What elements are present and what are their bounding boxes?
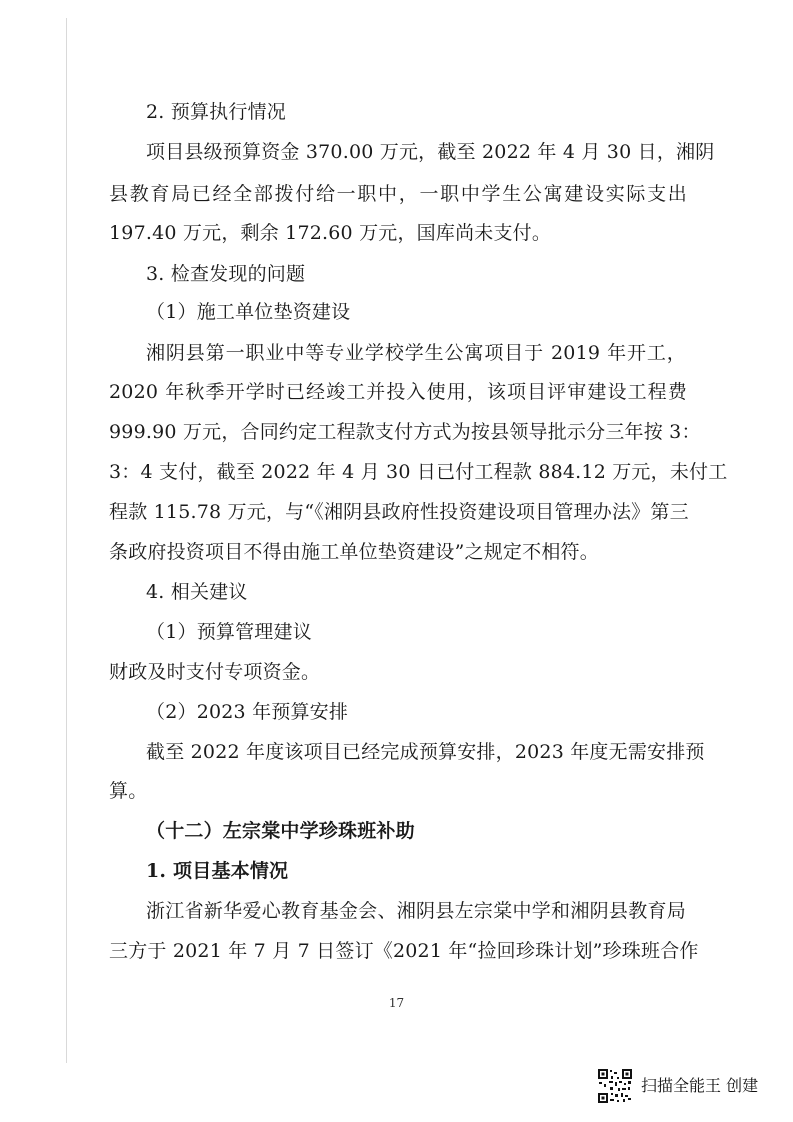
paragraph-line: 999.90 万元，合同约定工程款支付方式为按县领导批示分三年按 3： (109, 421, 701, 443)
paragraph-line: 截至 2022 年度该项目已经完成预算安排，2023 年度无需安排预 (146, 741, 705, 763)
scanner-watermark (597, 1068, 777, 1110)
paragraph-line: 算。 (109, 780, 148, 802)
subheading-budget-management: （1）预算管理建议 (146, 621, 312, 643)
brand-label: 扫描全能王 创建 (641, 1076, 759, 1095)
heading-budget-execution: 2. 预算执行情况 (146, 101, 286, 123)
heading-project-basics: 1. 项目基本情况 (146, 860, 289, 882)
paragraph-line: 条政府投资项目不得由施工单位垫资建设”之规定不相符。 (109, 541, 599, 563)
qr-code-icon (597, 1068, 633, 1104)
paragraph-line: 浙江省新华爱心教育基金会、湘阴县左宗棠中学和湘阴县教育局 (146, 900, 686, 922)
paragraph-line: 197.40 万元，剩余 172.60 万元，国库尚未支付。 (109, 222, 552, 244)
paragraph-line: 三方于 2021 年 7 月 7 日签订《2021 年“捡回珍珠计划”珍珠班合作 (109, 940, 699, 962)
paragraph-line: 3：4 支付，截至 2022 年 4 月 30 日已付工程款 884.12 万元，未付工 (109, 461, 728, 483)
subheading-contractor-advance: （1）施工单位垫资建设 (146, 301, 351, 323)
page-number: 17 (388, 996, 405, 1010)
section-heading-pearl-class: （十二）左宗棠中学珍珠班补助 (146, 820, 415, 842)
heading-issues-found: 3. 检查发现的问题 (146, 263, 306, 285)
heading-recommendations: 4. 相关建议 (146, 581, 248, 603)
scan-edge-divider (66, 18, 67, 1063)
subheading-2023-budget: （2）2023 年预算安排 (146, 701, 349, 723)
paragraph-line: 县教育局已经全部拨付给一职中，一职中学生公寓建设实际支出 (109, 183, 687, 205)
paragraph-line: 项目县级预算资金 370.00 万元，截至 2022 年 4 月 30 日，湘阴 (146, 141, 715, 163)
paragraph-line: 程款 115.78 万元，与“《湘阴县政府性投资建设项目管理办法》第三 (109, 501, 689, 523)
paragraph-line: 湘阴县第一职业中等专业学校学生公寓项目于 2019 年开工， (146, 342, 686, 364)
paragraph-line: 财政及时支付专项资金。 (109, 661, 321, 683)
paragraph-line: 2020 年秋季开学时已经竣工并投入使用，该项目评审建设工程费 (109, 381, 687, 403)
